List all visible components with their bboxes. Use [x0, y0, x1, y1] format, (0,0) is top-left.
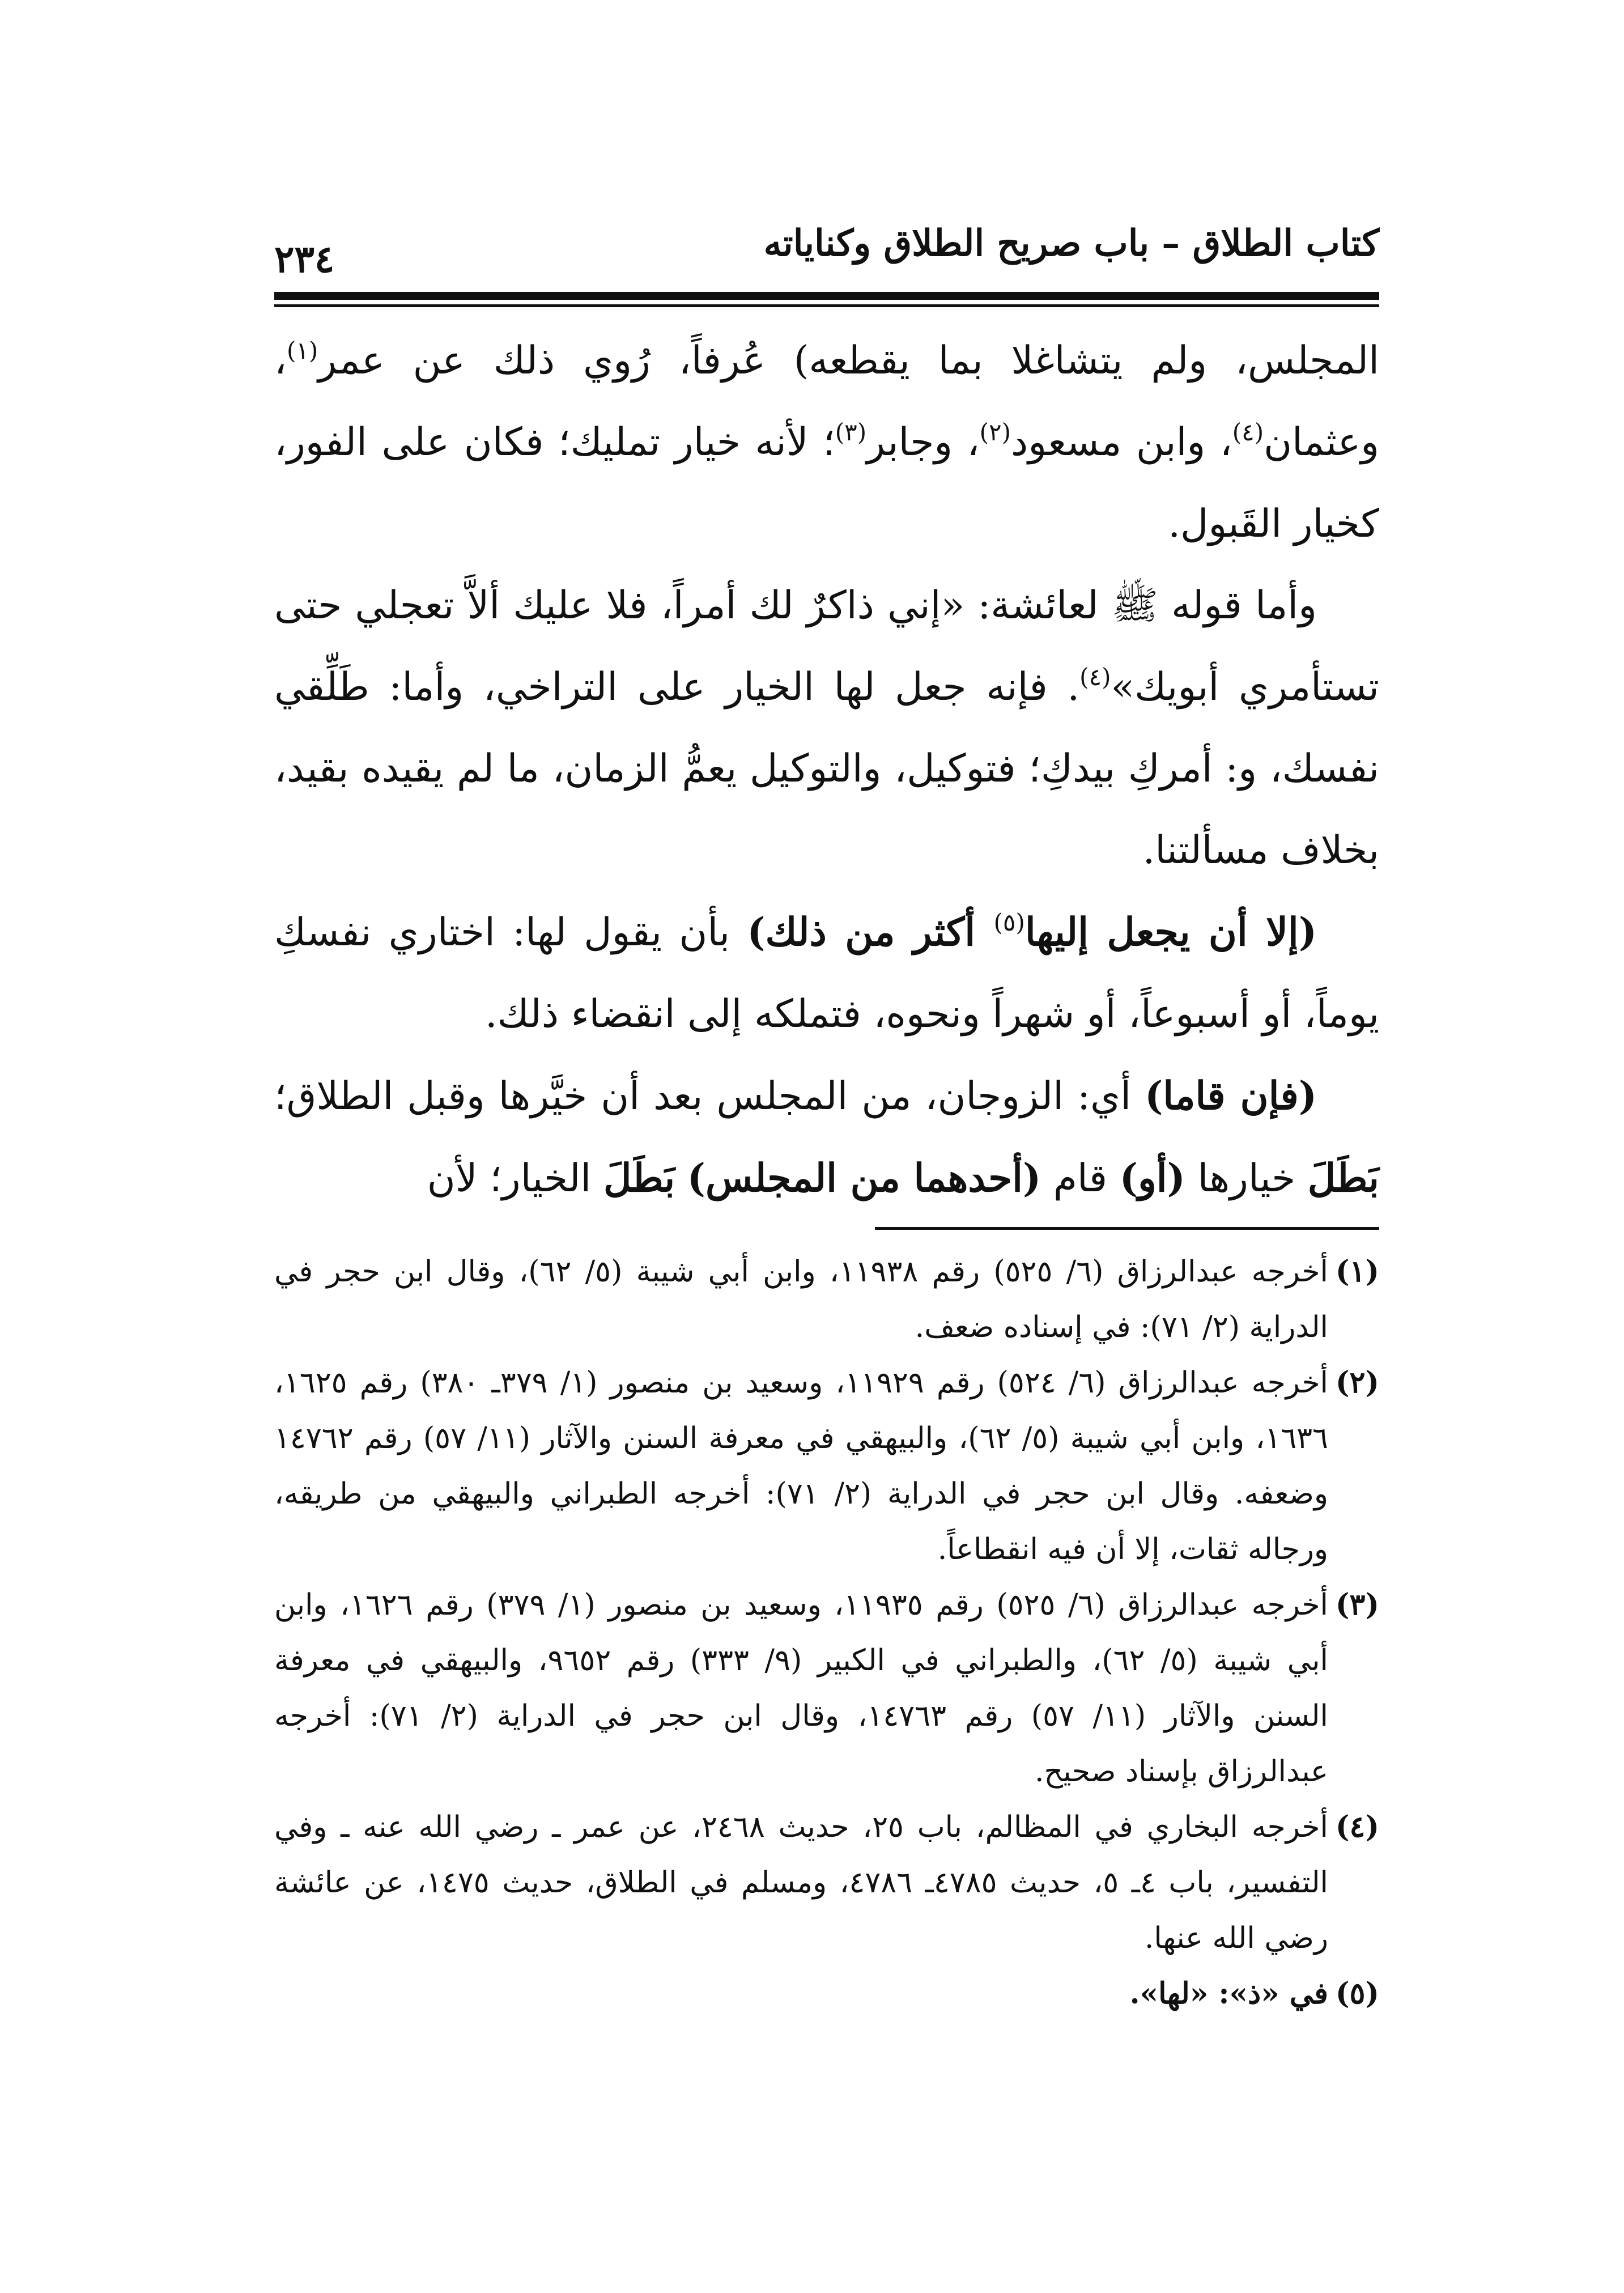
matn-text: (فإن قاما) [1145, 1073, 1317, 1119]
footnote-text [274, 1588, 1328, 1789]
commentary-text: قام [1041, 1156, 1120, 1201]
footnote [274, 1577, 1379, 1799]
commentary-text: وأما قوله ﷺ لعائشة: «إني ذاكرٌ لك أمراً، فلا عليك ألاَّ تعجلي حتى تستأمري أبويك» [274, 583, 1379, 710]
commentary-text: ، وابن مسعود [1010, 420, 1232, 465]
footnote [274, 1244, 1379, 1355]
main-text [274, 320, 1379, 1220]
matn-text: بَطَلَ [1307, 1156, 1379, 1201]
matn-text: (أو) [1119, 1156, 1185, 1201]
matn-text: أكثر من ذلك) [747, 910, 994, 955]
footnote-marker: (٤) [1232, 418, 1264, 446]
commentary-text: ، وجابر [866, 420, 980, 465]
commentary-text: أخرجه البخاري في المظالم، باب ٢٥، حديث ٢٤٦٨، عن عمر ـ رضي الله عنه ـ وفي التفسير، باب ٤ـ ٥، حديث ٤٧٨٥ـ ٤٧٨٦، ومسلم في الطلاق، حديث ١٤٧٥، عن عائشة رضي الله عنها. [274, 1810, 1329, 1955]
commentary-text: المجلس، ولم يتشاغلا بما يقطعه) عُرفاً، رُوي ذلك عن عمر [318, 338, 1379, 383]
commentary-text: أخرجه عبدالرزاق (٦/ ٥٢٥) رقم ١١٩٣٨، وابن أبي شيبة (٥/ ٦٢)، وقال ابن حجر في الدراية (٢/ ٧١): في إسناده ضعف. [274, 1255, 1328, 1344]
footnote [274, 1966, 1379, 2022]
header-rule-thin [274, 304, 1379, 307]
footnote-marker: (٢) [979, 418, 1011, 446]
footnote-text [274, 1255, 1328, 1344]
commentary-text: بأن يقول لها: اختاري نفسكِ يوماً، أو أسبوعاً، أو شهراً ونحوه، فتملكه إلى انقضاء ذلك. [274, 910, 1379, 1037]
matn-text: (إلا أن يجعل إليها [1024, 910, 1317, 955]
commentary-text [675, 1156, 687, 1201]
footnote-marker: (١) [286, 337, 318, 364]
footnote-number: (٤) [1335, 1810, 1379, 1844]
footnote-number: (٥) [1335, 1976, 1379, 2011]
footnote-number: (٣) [1335, 1587, 1379, 1622]
body-paragraph [274, 565, 1379, 891]
body-paragraph [274, 1055, 1379, 1220]
footnote-text [274, 1366, 1328, 1566]
page-header [274, 215, 1379, 283]
commentary-text: ، وعثمان [274, 338, 1379, 465]
footnote-marker: (٣) [835, 418, 867, 446]
footnote-separator [875, 1227, 1379, 1230]
footnote-marker: (٤) [1079, 663, 1111, 691]
footnote-number: (١) [1335, 1254, 1379, 1289]
header-rule-thick [274, 292, 1379, 300]
commentary-text: ؛ لأنه خيار تمليك؛ فكان على الفور، كخيار القَبول. [274, 420, 1379, 546]
running-title: كتاب الطلاق – باب صريح الطلاق وكناياته [763, 222, 1379, 265]
footnote [274, 1355, 1379, 1577]
commentary-text: أخرجه عبدالرزاق (٦/ ٥٢٥) رقم ١١٩٣٥، وسعيد بن منصور (١/ ٣٧٩) رقم ١٦٢٦، وابن أبي شيبة (٥/ ٦٢)، والطبراني في الكبير (٩/ ٣٣٣) رقم ٩٦٥٢، والبيهقي في معرفة السنن والآثار (١١/ ٥٧) رقم ١٤٧٦٣، وقال ابن حجر في الدراية (٢/ ٧١): أخرجه عبدالرزاق بإسناد صحيح. [274, 1588, 1328, 1789]
page-number: ٢٣٤ [274, 237, 335, 281]
commentary-text: الخيار؛ لأن [427, 1156, 603, 1201]
book-page [274, 0, 1379, 2293]
footnote-text [274, 1810, 1328, 1955]
body-paragraph [274, 891, 1379, 1055]
body-paragraph [274, 320, 1379, 565]
commentary-text: أخرجه عبدالرزاق (٦/ ٥٢٤) رقم ١١٩٢٩، وسعيد بن منصور (١/ ٣٧٩ـ ٣٨٠) رقم ١٦٢٥، ١٦٣٦، وابن أبي شيبة (٥/ ٦٢)، والبيهقي في معرفة السنن والآثار (١١/ ٥٧) رقم ١٤٧٦٢ وضعفه. وقال ابن حجر في الدراية (٢/ ٧١): أخرجه الطبراني والبيهقي من طريقه، ورجاله ثقات، إلا أن فيه انقطاعاً. [274, 1366, 1328, 1566]
footnote-number: (٢) [1335, 1365, 1379, 1400]
commentary-text: خيارها [1185, 1156, 1308, 1201]
footnote-text [1129, 1977, 1328, 2011]
commentary-text: . فإنه جعل لها الخيار على التراخي، وأما: طَلِّقي نفسك، و: أمركِ بيدكِ؛ فتوكيل، والتوكيل يعمُّ الزمان، ما لم يقيده بقيد، بخلاف مسألتنا. [274, 665, 1379, 873]
matn-text: بَطَلَ [603, 1156, 675, 1201]
footnote [274, 1799, 1379, 1966]
commentary-text: أي: الزوجان، من المجلس بعد أن خيَّرها وقبل الطلاق؛ [274, 1074, 1145, 1119]
matn-text: (أحدهما من المجلس) [687, 1156, 1041, 1201]
footnote-marker: (٥) [993, 908, 1025, 936]
matn-text: في «ذ»: «لها». [1129, 1976, 1328, 2011]
footnotes [274, 1244, 1379, 2022]
